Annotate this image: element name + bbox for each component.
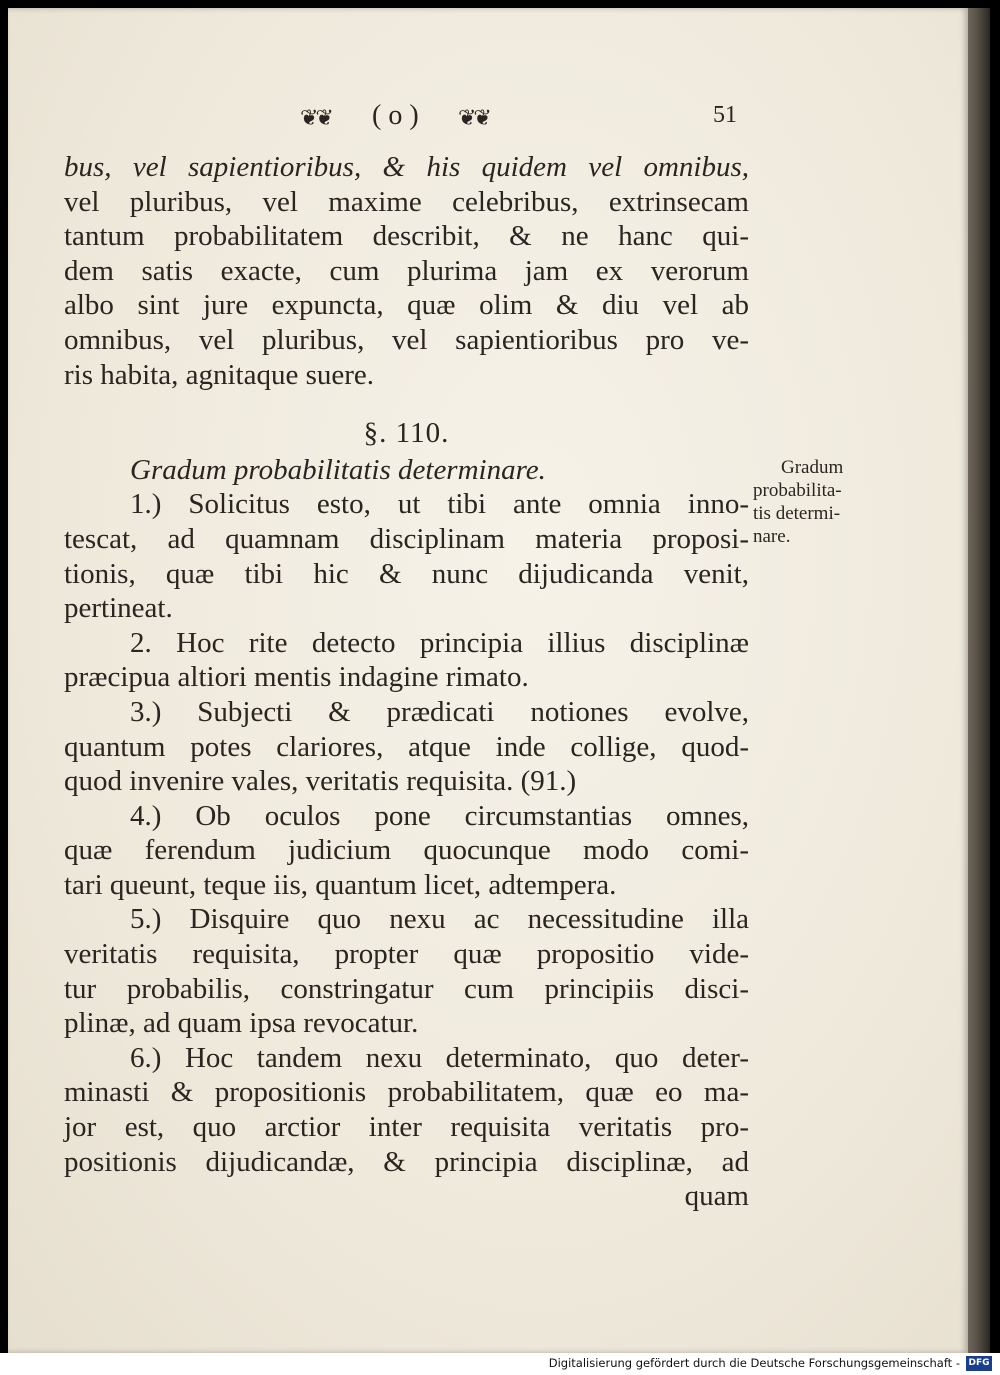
text-line: tur probabilis, constringatur cum principiis disci- [64,972,749,1005]
text-line: ris habita, agnitaque suere. [64,358,375,391]
text-line: tantum probabilitatem describit, & ne hanc qui- [64,220,749,253]
footer-bar [0,1353,1000,1375]
text-line: tionis, quæ tibi hic & nunc dijudicanda venit, [64,557,749,590]
text-line [64,150,749,185]
marginal-line: nare. [753,526,791,547]
book-page [8,8,968,1353]
marginal-line: Gradum [781,457,844,478]
text-line: albo sint jure expuncta, quæ olim & diu vel ab [64,289,749,322]
text-line: dem satis exacte, cum plurima jam ex verorum [64,254,749,287]
running-header [8,100,968,140]
catchword: quam [684,1180,749,1213]
marginal-line: tis determi- [753,503,841,524]
text-line: quantum potes clariores, atque inde collige, quod- [64,730,749,763]
text-line: 4.) Ob oculos pone circumstantias omnes, [130,799,749,832]
text-line: præcipua altiori mentis indagine rimato. [64,661,529,694]
text-line: positionis dijudicandæ, & principia disciplinæ, ad [64,1145,749,1178]
main-text [64,150,749,1214]
text-line: 1.) Solicitus esto, ut tibi ante omnia inno- [130,488,749,521]
italic-run: bus, vel sapientioribus, & his quidem vel omnibus, [64,151,749,183]
text-line: quæ ferendum judicium quocunque modo comi- [64,834,749,867]
header-mark: ( o ) [372,100,419,131]
text-line: veritatis requisita, propter quæ propositio vide- [64,938,749,971]
marginal-line: probabilita- [753,480,842,501]
text-line: minasti & propositionis probabilitatem, quæ eo ma- [64,1076,749,1109]
ornament-left-icon: ❦❦ [300,106,331,131]
text-line: jor est, quo arctior inter requisita veritatis pro- [64,1111,749,1144]
text-line: pertineat. [64,592,173,625]
text-line: tescat, ad quamnam disciplinam materia proposi- [64,522,749,555]
text-line: 5.) Disquire quo nexu ac necessitudine illa [130,903,749,936]
dfg-logo-icon[interactable]: DFG [966,1356,992,1371]
text-line: plinæ, ad quam ipsa revocatur. [64,1007,419,1040]
section-heading: §. 110. [363,417,450,450]
text-line: 3.) Subjecti & prædicati notiones evolve, [130,695,749,728]
text-line: vel pluribus, vel maxime celebribus, extrinsecam [64,185,749,218]
text-line: omnibus, vel pluribus, vel sapientioribus pro ve- [64,323,749,356]
page-edge [968,8,990,1353]
ornament-right-icon: ❦❦ [458,106,489,131]
page-number: 51 [713,102,737,128]
text-line: 6.) Hoc tandem nexu determinato, quo deter- [130,1041,749,1074]
section-subheading: Gradum probabilitatis determinare. [130,453,546,486]
text-line: quod invenire vales, veritatis requisita. (91.) [64,765,577,798]
text-line: 2. Hoc rite detecto principia illius disciplinæ [130,626,749,659]
footer-credit: Digitalisierung gefördert durch die Deutsche Forschungsgemeinschaft - [548,1356,960,1370]
marginal-note [753,456,868,548]
text-line: tari queunt, teque iis, quantum licet, adtempera. [64,868,617,901]
